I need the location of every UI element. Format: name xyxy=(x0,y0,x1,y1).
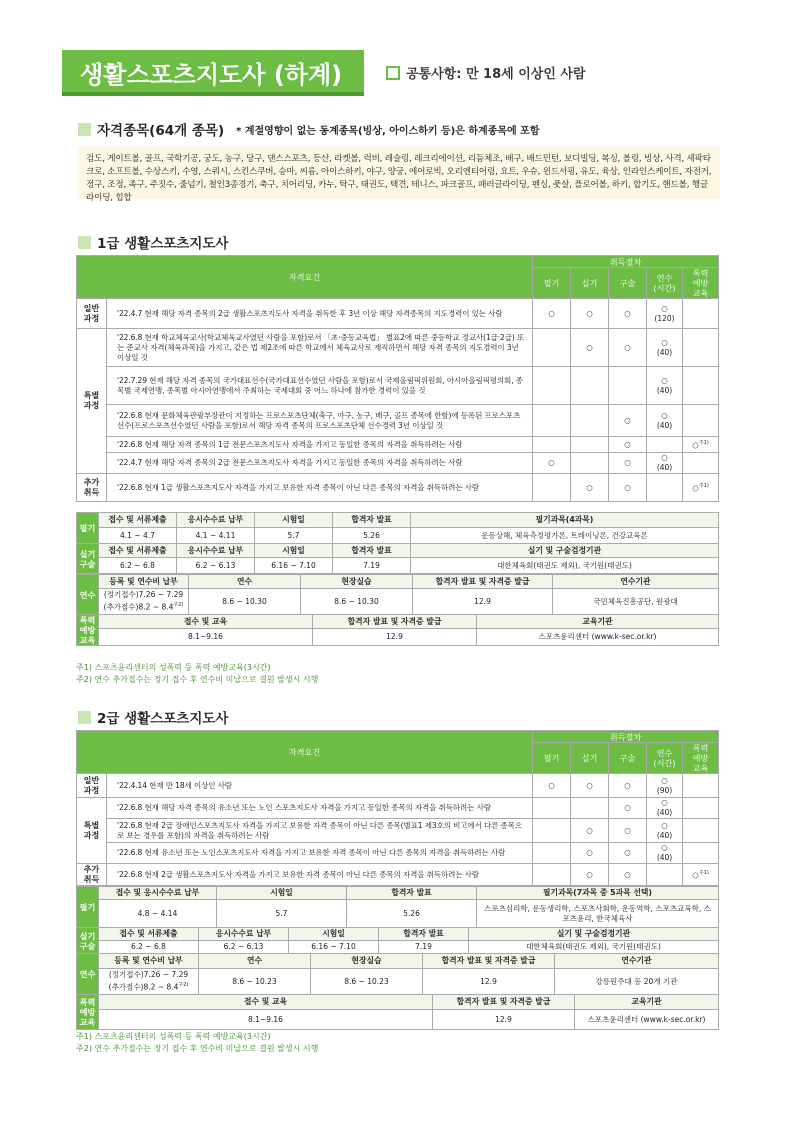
table-row: 일반 과정 '22.4.7 현재 해당 자격 종목의 2급 생활스포츠지도사 자격을 취득한 후 3년 이상 해당 자격종목의 지도경력이 있는 사람 ○ ○ ○ ○ (120) xyxy=(77,299,719,329)
g1-schedule-table: 필기 접수 및 서류제출 응시수수료 납부 시험일 합격자 발표 필기과목(4과목) 4.1 ~ 4.7 4.1 ~ 4.11 5.7 5.26 운동상해, 체육측정평가론, 트레이닝론, 건강교육론 실기 구술 접수 및 서류제출 응시수수료 납부 시험일 합격자 발표 실기 및 구술검정기관 6.2 ~ 6.8 6.2 ~ 6.13 6.16 ~ 7.10 7.19 대한체육회(태권도 제외), 국기원(태권도) xyxy=(76,512,719,574)
square-bullet-icon xyxy=(78,236,91,249)
g2-violence-table: 폭력 예방 교육 접수 및 교육 합격자 발표 및 자격증 발급 교육기관 8.1~9.16 12.9 스포츠윤리센터 (www.k-sec.or.kr) xyxy=(76,994,719,1030)
table-row: 특별 과정 '22.6.8 현재 학교체육교사(학교체육교사였던 사람을 포함)로서 「초·중등교육법」 별표2에 따른 중등학교 정교사(1급·2급) 또는 준교사 자격(체육과목)을 가지고, 같은 법 제2조에 따른 학교에서 체육교사로 재직하면서 해당 자격 종목의 지도경력이 3년 이상일 것 ○ ○ ○ (40) xyxy=(77,329,719,367)
common-requirement: 공통사항: 만 18세 이상인 사람 xyxy=(386,63,586,82)
g1-notes: 주1) 스포츠윤리센터의 성폭력 등 폭력 예방교육(3시간) 주2) 연수 추가접수는 정기 접수 후 연수비 미납으로 결원 발생시 시행 xyxy=(76,663,319,684)
g1-section-title: 1급 생활스포츠지도사 xyxy=(78,232,228,252)
sports-list: 검도, 게이트볼, 골프, 국학기공, 궁도, 농구, 당구, 댄스스포츠, 등산, 라켓볼, 럭비, 레슬링, 레크리에이션, 리듬체조, 배구, 배드민턴, 보디빌딩, 복싱, 볼링, 빙상, 사격, 세팍타크로, 소프트볼, 수상스키, 수영, 스쿼시, 스킨스쿠버, 승마, 씨름, 아이스하키, 야구, 양궁, 에어로빅, 오리엔티어링, 요트, 우슈, 윈드서핑, 유도, 육상, 인라인스케이트, 자전거, 정구, 조정, 족구, 주짓수, 줄넘기, 철인3종경기, 축구, 치어리딩, 카누, 탁구, 태권도, 택견, 테니스, 파크골프, 패러글라이딩, 펜싱, 풋살, 플로어볼, 하키, 합기도, 핸드볼, 행글라이딩, 힙합 xyxy=(78,147,720,199)
table-row: 특별 과정 '22.6.8 현재 해당 자격 종목의 유소년 또는 노인 스포츠지도사 자격을 가지고 동일한 종목의 자격을 취득하려는 사람 ○ ○ (40) xyxy=(77,798,719,819)
square-bullet-icon xyxy=(78,123,91,136)
sports-section-title: 자격종목(64개 종목) * 계절영향이 없는 동계종목(빙상, 아이스하키 등)은 하계종목에 포함 xyxy=(78,119,539,139)
table-row: '22.7.29 현재 해당 자격 종목의 국가대표선수(국가대표선수였던 사람을 포함)로서 국제올림픽위원회, 아시아올림픽평의회, 종목별 국제연맹, 종목별 아시아연맹에서 주최하는 국제대회 중 어느 하나에 참가한 경력이 있을 것 ○ (40) xyxy=(77,367,719,405)
g2-notes: 주1) 스포츠윤리센터의 성폭력 등 폭력 예방교육(3시간) 주2) 연수 추가접수는 정기 접수 후 연수비 미납으로 결원 발생시 시행 xyxy=(76,1032,319,1053)
g2-section-title: 2급 생활스포츠지도사 xyxy=(78,707,228,727)
g2-written-table: 필기 접수 및 응시수수료 납부 시험일 합격자 발표 필기과목(7과목 중 5과목 선택) 4.8 ~ 4.14 5.7 5.26 스포츠심리학, 운동생리학, 스포츠사회학, 운동역학, 스포츠교육학, 스포츠윤리, 한국체육사 xyxy=(76,886,719,928)
checkbox-square-icon xyxy=(386,66,400,80)
violence-header: 폭력 예방 교육 xyxy=(683,268,719,299)
g2-requirements-table: 자격요건 취득절차 필기 실기 구술 연수 (시간) 폭력 예방 교육 일반 과정 '22.4.14 현재 만 18세 이상인 사람 ○ ○ ○ ○ (90) 특별 과정 '22.6.8 현재 해당 자격 종목의 유소년 또는 노인 스포츠지도사 자격을 가지고 동일한 종목의 자격을 취득하려는 사람 ○ ○ (40) '22.6.8 현재 2급 장애인스포츠지도사 자격을 가지고 보유한 자격 종목이 아닌 다른 종목(별표1 제3호의 비고에서 다른 종목으로 보는 경우를 포함)의 자격을 취득하려는 사람 ○ ○ ○ (40) '22.6.8 현재 유소년 또는 노인스포츠지도사 자격을 가지고 보유한 자격 종목이 아닌 다른 종목의 자격을 취득하려는 사람 ○ ○ ○ (40) 추가 취득 '22.6.8 현재 2급 생활스포츠지도사 자격을 가지고 보유한 자격 종목이 아닌 다른 종목의 자격을 취득하려는 사람 ○ ○ ○$^{주1)}$ xyxy=(76,730,719,886)
header-banner xyxy=(62,50,364,96)
table-row: '22.6.8 현재 문화체육관광부장관이 지정하는 프로스포츠단체(축구, 야구, 농구, 배구, 골프 종목에 한함)에 등록된 프로스포츠 선수(프로스포츠선수였던 사람을 포함)로서 해당 자격 종목의 프로스포츠단체 선수경력 3년 이상일 것 ○ ○ (40) xyxy=(77,405,719,437)
g1-training-table: 연수 등록 및 연수비 납부 연수 현장실습 합격자 발표 및 자격증 발급 연수기관 (정기접수)7.26 ~ 7.29 (추가접수)8.2 ~ $8.4^{주2)}$ 8.6 ~ 10.30 8.6 ~ 10.30 12.9 국민체육진흥공단, 원광대 xyxy=(76,574,719,615)
square-bullet-icon xyxy=(78,711,91,724)
page-title: 생활스포츠지도사 (하계) xyxy=(80,61,343,89)
table-row: '22.6.8 현재 해당 자격 종목의 1급 전문스포츠지도사 자격을 가지고 동일한 종목의 자격을 취득하려는 사람 ○ ○$^{주1)}$ xyxy=(77,437,719,453)
g1-violence-table: 폭력 예방 교육 접수 및 교육 합격자 발표 및 자격증 발급 교육기관 8.1~9.16 12.9 스포츠윤리센터 (www.k-sec.or.kr) xyxy=(76,614,719,646)
training-hours-header: 연수 (시간) xyxy=(647,268,683,299)
g2-training-table: 연수 등록 및 연수비 납부 연수 현장실습 합격자 발표 및 자격증 발급 연수기관 (정기접수)7.26 ~ 7.29 (추가접수)8.2 ~ $8.4^{주2)}$ 8.6 ~ 10.23 8.6 ~ 10.23 12.9 강릉원주대 등 20개 기관 xyxy=(76,953,719,995)
table-row: '22.6.8 현재 유소년 또는 노인스포츠지도사 자격을 가지고 보유한 자격 종목이 아닌 다른 종목의 자격을 취득하려는 사람 ○ ○ ○ (40) xyxy=(77,843,719,864)
table-row: 추가 취득 '22.6.8 현재 1급 생활스포츠지도사 자격을 가지고 보유한 자격 종목이 아닌 다른 종목의 자격을 취득하려는 사람 ○ ○ ○$^{주1)}$ xyxy=(77,474,719,502)
g1-requirements-table: 자격요건 취득절차 필기 실기 구술 연수 (시간) 폭력 예방 교육 일반 과정 '22.4.7 현재 해당 자격 종목의 2급 생활스포츠지도사 자격을 취득한 후 3년 이상 해당 자격종목의 지도경력이 있는 사람 ○ ○ ○ ○ (120) 특별 과정 '22.6.8 현재 학교체육교사(학교체육교사였던 사람을 포함)로서 「초·중등교육법」 별표2에 따른 중등학교 정교사(1급·2급) 또는 준교사 자격(체육과목)을 가지고, 같은 법 제2조에 따른 학교에서 체육교사로 재직하면서 해당 자격 종목의 지도경력이 3년 이상일 것 ○ ○ ○ (40) '22.7.29 현재 해당 자격 종목의 국가대표선수(국가대표선수였던 사람을 포함)로서 국제올림픽위원회, 아시아올림픽평의회, 종목별 국제연맹, 종목별 아시아연맹에서 주최하는 국제대회 중 어느 하나에 참가한 경력이 있을 것 ○ (40) '22.6.8 현재 문화체육관광부장관이 지정하는 프로스포츠단체(축구, 야구, 농구, 배구, 골프 종목에 한함)에 등록된 프로스포츠 선수(프로스포츠선수였던 사람을 포함)로서 해당 자격 종목의 프로스포츠단체 선수경력 3년 이상일 것 ○ ○ (40) '22.6.8 현재 해당 자격 종목의 1급 전문스포츠지도사 자격을 가지고 동일한 종목의 자격을 취득하려는 사람 ○ ○$^{주1)}$ '22.4.7 현재 해당 자격 종목의 2급 전문스포츠지도사 자격을 가지고 동일한 종목의 자격을 취득하려는 사람 ○ ○ ○ (40) 추가 취득 '22.6.8 현재 1급 생활스포츠지도사 자격을 가지고 보유한 자격 종목이 아닌 다른 종목의 자격을 취득하려는 사람 ○ ○ ○$^{주1)}$ xyxy=(76,255,719,502)
req-header: 자격요건 xyxy=(77,256,533,299)
table-row: '22.4.7 현재 해당 자격 종목의 2급 전문스포츠지도사 자격을 가지고 동일한 종목의 자격을 취득하려는 사람 ○ ○ ○ (40) xyxy=(77,453,719,474)
proc-header: 취득절차 xyxy=(533,256,719,268)
table-row: '22.6.8 현재 2급 장애인스포츠지도사 자격을 가지고 보유한 자격 종목이 아닌 다른 종목(별표1 제3호의 비고에서 다른 종목으로 보는 경우를 포함)의 자격을 취득하려는 사람 ○ ○ ○ (40) xyxy=(77,819,719,843)
g2-practical-table: 실기 구술 접수 및 서류제출 응시수수료 납부 시험일 합격자 발표 실기 및 구술검정기관 6.2 ~ 6.8 6.2 ~ 6.13 6.16 ~ 7.10 7.19 대한체육회(태권도 제외), 국기원(태권도) xyxy=(76,927,719,954)
table-row: 추가 취득 '22.6.8 현재 2급 생활스포츠지도사 자격을 가지고 보유한 자격 종목이 아닌 다른 종목의 자격을 취득하려는 사람 ○ ○ ○$^{주1)}$ xyxy=(77,864,719,886)
table-row: 일반 과정 '22.4.14 현재 만 18세 이상인 사람 ○ ○ ○ ○ (90) xyxy=(77,774,719,798)
